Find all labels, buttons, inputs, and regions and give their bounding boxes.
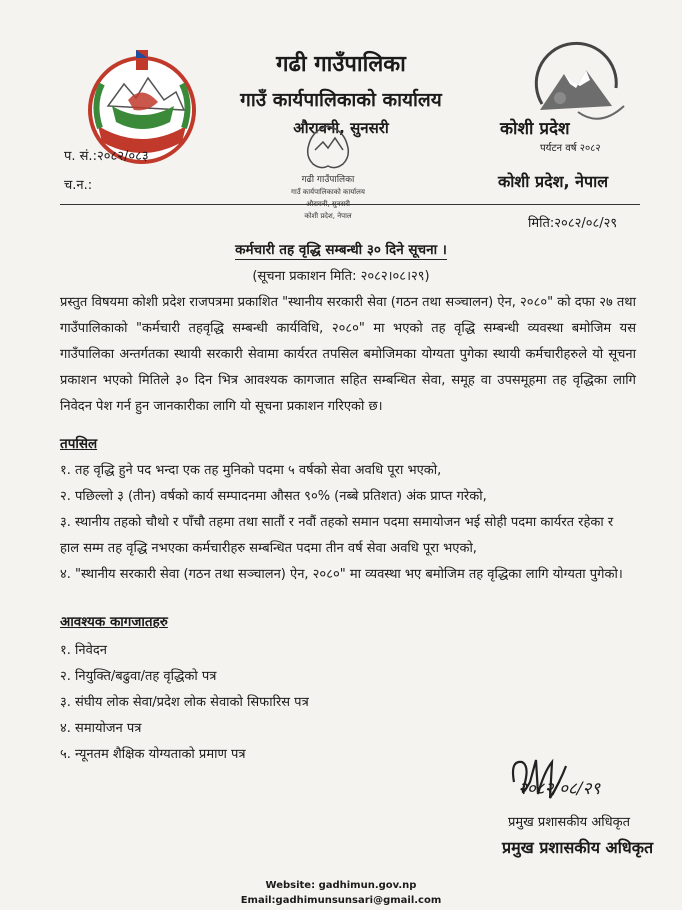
footer-website: Website: gadhimun.gov.np <box>265 880 417 891</box>
notice-body: प्रस्तुत विषयमा कोशी प्रदेश राजपत्रमा प्रकाशित "स्थानीय सरकारी सेवा (गठन तथा सञ्चालन) ऐन, २०८०" को दफा २७ तथा गाउँपालिकाको "कर्मचारी तहवृद्धि सम्बन्धी कार्यविधि, २०८०" मा भएको तह वृद्धि सम्बन्धी व्यवस्था बमोजिम यस गाउँपालिका अन्तर्गतका स्थायी सरकारी सेवामा कार्यरत तपसिल बमोजिमका योग्यता पुगेका स्थायी कर्मचारीहरुले यो सूचना प्रकाशन भएको मितिले ३० दिन भित्र आवश्यक कागजात सहित सम्बन्धित सेवा, समूह वा उपसमूहमा तह वृद्धिका लागि निवेदन पेश गर्न हुन जानकारीका लागि यो सूचना प्रकाशन गरिएको छ। <box>60 295 636 414</box>
letter-date: मिति:२०८२/०८/२९ <box>528 216 618 231</box>
reference-number: प. सं.:२०८२/०८३ <box>64 149 149 164</box>
list-item: २. नियुक्ति/बढुवा/तह वृद्धिको पत्र <box>60 669 217 684</box>
office-name: गढी गाउँपालिका <box>276 52 406 77</box>
dispatch-number: च.न.: <box>64 178 93 193</box>
province-name: कोशी प्रदेश, नेपाल <box>498 172 609 191</box>
list-item: ५. न्यूनतम शैक्षिक योग्यताको प्रमाण पत्र <box>60 747 246 762</box>
koshi-province-logo-subtitle: पर्यटन वर्ष २०८२ <box>540 143 601 154</box>
designation-stamp: प्रमुख प्रशासकीय अधिकृत <box>502 838 654 857</box>
stamp-line-1: गढी गाउँपालिका <box>301 175 355 185</box>
footer-email: Email:gadhimunsunsari@gmail.com <box>240 895 442 906</box>
office-subtitle: गाउँ कार्यपालिकाको कार्यालय <box>240 89 442 111</box>
header-divider <box>60 204 640 205</box>
list-item: २. पछिल्लो ३ (तीन) वर्षको कार्य सम्पादनमा औसत ९०% (नब्बे प्रतिशत) अंक प्राप्त गरेको, <box>60 489 487 504</box>
list-item: ४. समायोजन पत्र <box>60 721 142 736</box>
notice-title-text: कर्मचारी तह वृद्धि सम्बन्धी ३० दिने सूचना । <box>235 242 447 258</box>
signature-date: २०८२/०८/२९ <box>518 779 601 799</box>
documents-list <box>60 638 309 768</box>
tapsil-list <box>60 458 636 588</box>
documents-heading: आवश्यक कागजातहरु <box>60 614 168 630</box>
stamp-line-3: औरावनी, सुनसरी <box>306 200 350 208</box>
list-item: १. तह वृद्धि हुने पद भन्दा एक तह मुनिको पदमा ५ वर्षको सेवा अवधि पूरा भएको, <box>60 463 442 478</box>
notice-title <box>0 240 682 258</box>
notice-publish-date: (सूचना प्रकाशन मिति: २०८२।०८।२९) <box>252 269 430 284</box>
office-stamp <box>283 120 373 224</box>
list-item: ३. स्थानीय तहको चौथो र पाँचौ तहमा तथा सातौं र नवौं तहको समान पदमा समायोजन भई सोही पदमा कार्यरत रहेका र हाल सम्म तह वृद्धि नभएका कर्मचारीहरु सम्बन्धित पदमा तीन वर्ष सेवा अवधि पूरा भएको, <box>60 515 614 556</box>
signatory-designation: प्रमुख प्रशासकीय अधिकृत <box>508 815 631 830</box>
tapsil-heading: तपसिल <box>60 436 98 452</box>
stamp-line-2: गाउँ कार्यपालिकाको कार्यालय <box>291 188 365 196</box>
office-address: औरावनी, सुनसरी <box>293 119 389 137</box>
list-item: १. निवेदन <box>60 643 107 658</box>
stamp-line-4: कोशी प्रदेश, नेपाल <box>304 212 352 220</box>
koshi-province-logo-label: कोशी प्रदेश <box>500 119 570 139</box>
list-item: ४. "स्थानीय सरकारी सेवा (गठन तथा सञ्चालन) ऐन, २०८०" मा व्यवस्था भए बमोजिम तह वृद्धिका लागि योग्यता पुगेको। <box>60 567 623 582</box>
list-item: ३. संघीय लोक सेवा/प्रदेश लोक सेवाको सिफारिस पत्र <box>60 695 309 710</box>
